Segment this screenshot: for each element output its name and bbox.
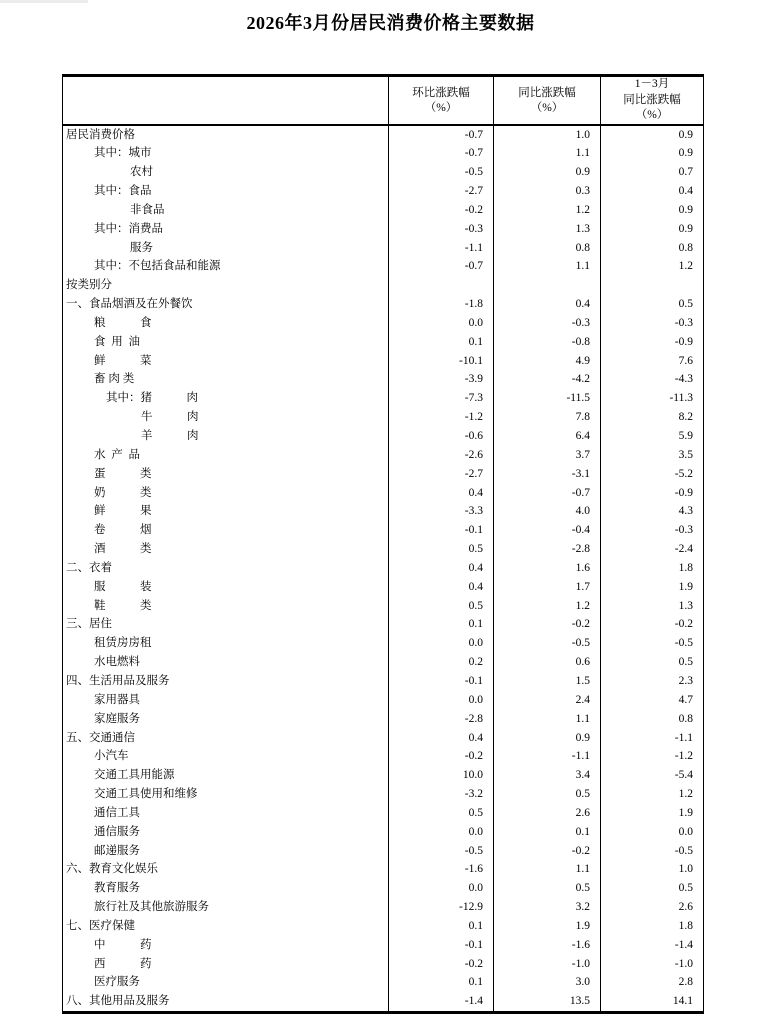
col-header-yoy-line2: （%） [530,102,564,115]
yoy-value: 0.8 [494,239,601,258]
row-label: 蛋 类 [94,467,152,480]
yoy-value: 4.9 [494,352,601,371]
yoy-value: 1.5 [494,672,601,691]
ytd-value: -0.3 [601,314,704,333]
table-row [63,257,704,276]
ytd-value: 1.3 [601,597,704,616]
table-body [63,125,704,1013]
row-label: 交通工具用能源 [94,769,175,782]
table-row [63,955,704,974]
ytd-value: -0.3 [601,521,704,540]
ytd-value: 0.9 [601,201,704,220]
ytd-value: 8.2 [601,408,704,427]
ytd-value: 0.7 [601,163,704,182]
table-row [63,992,704,1012]
mom-value: -2.7 [389,182,494,201]
row-label: 水 产 品 [94,448,140,461]
ytd-value: -1.1 [601,729,704,748]
page-title: 2026年3月份居民消费价格主要数据 [246,13,535,33]
row-label: 家庭服务 [94,712,140,725]
ytd-value: 0.5 [601,295,704,314]
yoy-value: -3.1 [494,465,601,484]
mom-value: -0.1 [389,672,494,691]
yoy-value: 0.9 [494,163,601,182]
mom-value: 0.5 [389,540,494,559]
ytd-value: -5.2 [601,465,704,484]
table-row [63,276,704,295]
ytd-value [601,276,704,295]
ytd-value: -5.4 [601,766,704,785]
mom-value: -3.3 [389,502,494,521]
col-header-ytd-line2: 同比涨跌幅 [623,93,681,106]
table-row [63,823,704,842]
yoy-value: 1.2 [494,597,601,616]
ytd-value: -0.5 [601,842,704,861]
yoy-value: -0.4 [494,521,601,540]
mom-value: 0.0 [389,691,494,710]
row-label: 三、居住 [66,618,112,631]
table-row [63,465,704,484]
yoy-value: 0.6 [494,653,601,672]
mom-value: -1.1 [389,239,494,258]
cpi-data-table [62,74,704,1014]
mom-value: -1.8 [389,295,494,314]
yoy-value: 1.7 [494,578,601,597]
table-row [63,521,704,540]
row-label: 服 装 [94,580,152,593]
ytd-value: -11.3 [601,389,704,408]
yoy-value: 1.0 [494,125,601,145]
row-label: 租赁房房租 [94,637,152,650]
ytd-value: -0.9 [601,333,704,352]
mom-value: -0.3 [389,220,494,239]
table-row [63,144,704,163]
table-header [63,76,704,125]
yoy-value: 1.6 [494,559,601,578]
mom-value: 10.0 [389,766,494,785]
table-row [63,370,704,389]
table-row [63,973,704,992]
row-label: 医疗服务 [94,976,140,989]
yoy-value: 3.7 [494,446,601,465]
row-label: 通信服务 [94,825,140,838]
ytd-value: 0.9 [601,220,704,239]
mom-value: 0.1 [389,333,494,352]
ytd-value: 0.5 [601,879,704,898]
mom-value: -1.2 [389,408,494,427]
yoy-value: -4.2 [494,370,601,389]
yoy-value: 2.4 [494,691,601,710]
mom-value: -12.9 [389,898,494,917]
mom-value: -0.7 [389,125,494,145]
ytd-value: 0.8 [601,710,704,729]
table-row [63,295,704,314]
row-label: 八、其他用品及服务 [66,995,170,1008]
row-label: 小汽车 [94,750,129,763]
yoy-value: 3.2 [494,898,601,917]
mom-value: 0.4 [389,484,494,503]
mom-value: 0.2 [389,653,494,672]
yoy-value: -0.7 [494,484,601,503]
yoy-value: 0.4 [494,295,601,314]
ytd-value: -0.5 [601,634,704,653]
yoy-value: 0.1 [494,823,601,842]
col-header-mom-line2: （%） [424,102,458,115]
ytd-value: 5.9 [601,427,704,446]
top-left-artifact [0,0,88,3]
table-row [63,239,704,258]
table-row [63,860,704,879]
table-row [63,785,704,804]
table-row [63,333,704,352]
mom-value: 0.1 [389,917,494,936]
row-label: 牛 肉 [141,411,199,424]
row-label: 奶 类 [94,486,152,499]
mom-value: -0.6 [389,427,494,446]
table-row [63,804,704,823]
mom-value: 0.4 [389,578,494,597]
row-label: 鲜 菜 [94,354,152,367]
mom-value: 0.0 [389,634,494,653]
ytd-value: 7.6 [601,352,704,371]
row-label: 其中：城市 [94,147,152,160]
ytd-value: 0.8 [601,239,704,258]
mom-value: -0.5 [389,842,494,861]
ytd-value: 1.8 [601,559,704,578]
mom-value: 0.1 [389,973,494,992]
yoy-value: 1.1 [494,257,601,276]
ytd-value: 0.5 [601,653,704,672]
yoy-value: -11.5 [494,389,601,408]
table-row [63,559,704,578]
mom-value: -2.7 [389,465,494,484]
table-row [63,427,704,446]
ytd-value: 0.9 [601,125,704,145]
col-header-yoy-line1: 同比涨跌幅 [518,86,576,99]
col-header-ytd-line1: 1－3月 [634,78,670,90]
row-label: 非食品 [130,203,165,216]
mom-value: -10.1 [389,352,494,371]
mom-value: -1.6 [389,860,494,879]
yoy-value: -0.8 [494,333,601,352]
ytd-value: -4.3 [601,370,704,389]
table-row [63,578,704,597]
yoy-value: 13.5 [494,992,601,1012]
row-label: 一、食品烟酒及在外餐饮 [66,298,193,311]
ytd-value: 1.2 [601,785,704,804]
ytd-value: -0.9 [601,484,704,503]
mom-value: -3.9 [389,370,494,389]
mom-value: -1.4 [389,992,494,1012]
ytd-value: 2.8 [601,973,704,992]
table-row [63,917,704,936]
table-row [63,163,704,182]
row-label: 羊 肉 [141,430,199,442]
yoy-value: -0.5 [494,634,601,653]
mom-value: 0.1 [389,615,494,634]
table-row [63,389,704,408]
col-header-ytd-line3: （%） [635,109,669,121]
table-row [63,936,704,955]
table-row [63,634,704,653]
yoy-value: 7.8 [494,408,601,427]
row-label: 服务 [130,241,153,254]
mom-value: -0.5 [389,163,494,182]
ytd-value: 0.0 [601,823,704,842]
row-label: 卷 烟 [94,524,152,537]
row-label: 二、衣着 [66,561,112,574]
row-label: 畜 肉 类 [94,373,135,386]
yoy-value: -1.1 [494,747,601,766]
table-row [63,898,704,917]
yoy-value: 1.1 [494,710,601,729]
mom-value: -0.1 [389,936,494,955]
table-row [63,729,704,748]
table-row [63,314,704,333]
ytd-value: 1.0 [601,860,704,879]
col-header-mom-line1: 环比涨跌幅 [412,86,470,99]
row-label: 旅行社及其他旅游服务 [94,901,209,914]
table-row [63,540,704,559]
yoy-value: -0.2 [494,615,601,634]
table-row [63,879,704,898]
yoy-value: 6.4 [494,427,601,446]
table-row [63,408,704,427]
yoy-value: -0.2 [494,842,601,861]
row-label: 水电燃料 [94,656,140,669]
ytd-value: 1.8 [601,917,704,936]
mom-value [389,276,494,295]
mom-value: 0.0 [389,823,494,842]
mom-value: -7.3 [389,389,494,408]
mom-value: -2.6 [389,446,494,465]
ytd-value: 4.3 [601,502,704,521]
ytd-value: 1.9 [601,578,704,597]
col-header-mom [389,76,494,125]
mom-value: -0.7 [389,257,494,276]
ytd-value: -1.2 [601,747,704,766]
ytd-value: 14.1 [601,992,704,1012]
mom-value: -0.2 [389,201,494,220]
row-label: 粮 食 [94,316,152,329]
yoy-value: -0.3 [494,314,601,333]
row-label: 鲜 果 [94,505,152,518]
table-row [63,597,704,616]
table-row [63,615,704,634]
col-header-yoy [494,76,601,125]
row-label: 西 药 [94,957,152,970]
ytd-value: 4.7 [601,691,704,710]
mom-value: 0.5 [389,804,494,823]
ytd-value: -2.4 [601,540,704,559]
yoy-value: 4.0 [494,502,601,521]
table-row [63,766,704,785]
row-label: 七、医疗保健 [66,919,135,932]
row-label: 酒 类 [94,543,152,556]
mom-value: -2.8 [389,710,494,729]
row-label: 家用器具 [94,693,140,706]
yoy-value: 0.3 [494,182,601,201]
yoy-value: 3.0 [494,973,601,992]
row-label: 交通工具使用和维修 [94,788,198,801]
table-row [63,502,704,521]
ytd-value: 0.4 [601,182,704,201]
table-row [63,182,704,201]
mom-value: 0.4 [389,559,494,578]
row-label: 教育服务 [94,882,140,895]
mom-value: 0.0 [389,879,494,898]
table-row [63,201,704,220]
mom-value: -0.2 [389,747,494,766]
yoy-value: 1.9 [494,917,601,936]
table-row [63,484,704,503]
mom-value: -3.2 [389,785,494,804]
row-label: 食 用 油 [94,335,140,348]
yoy-value: -1.6 [494,936,601,955]
table-row [63,220,704,239]
yoy-value: 0.5 [494,879,601,898]
row-label: 农村 [130,166,153,179]
row-label: 鞋 类 [94,599,152,612]
yoy-value: -2.8 [494,540,601,559]
mom-value: 0.0 [389,314,494,333]
table-row [63,747,704,766]
row-label: 其中：不包括食品和能源 [94,260,221,273]
yoy-value: 1.3 [494,220,601,239]
table-row [63,691,704,710]
yoy-value: 1.2 [494,201,601,220]
row-label: 居民消费价格 [66,128,135,141]
mom-value: 0.5 [389,597,494,616]
row-label: 五、交通通信 [66,731,135,744]
table-row [63,125,704,145]
row-label-header [63,76,389,125]
row-label: 按类别分 [66,279,112,292]
yoy-value: 2.6 [494,804,601,823]
ytd-value: 2.3 [601,672,704,691]
yoy-value [494,276,601,295]
ytd-value: 2.6 [601,898,704,917]
ytd-value: 3.5 [601,446,704,465]
yoy-value: -1.0 [494,955,601,974]
col-header-ytd [601,76,704,125]
table-row [63,653,704,672]
ytd-value: 1.9 [601,804,704,823]
ytd-value: -1.4 [601,936,704,955]
ytd-value: -1.0 [601,955,704,974]
row-label: 四、生活用品及服务 [66,674,170,687]
yoy-value: 3.4 [494,766,601,785]
yoy-value: 0.5 [494,785,601,804]
yoy-value: 1.1 [494,144,601,163]
row-label: 中 药 [94,938,152,951]
table-row [63,672,704,691]
row-label: 其中：食品 [94,185,152,198]
row-label: 其中：消费品 [94,222,163,235]
table-row [63,710,704,729]
mom-value: -0.7 [389,144,494,163]
ytd-value: 0.9 [601,144,704,163]
ytd-value: -0.2 [601,615,704,634]
table-row [63,842,704,861]
table-row [63,352,704,371]
row-label: 邮递服务 [94,844,140,857]
mom-value: -0.2 [389,955,494,974]
ytd-value: 1.2 [601,257,704,276]
mom-value: 0.4 [389,729,494,748]
yoy-value: 0.9 [494,729,601,748]
row-label: 六、教育文化娱乐 [66,863,158,876]
row-label: 其中：猪 肉 [106,392,198,405]
table-row [63,446,704,465]
yoy-value: 1.1 [494,860,601,879]
mom-value: -0.1 [389,521,494,540]
row-label: 通信工具 [94,806,140,819]
